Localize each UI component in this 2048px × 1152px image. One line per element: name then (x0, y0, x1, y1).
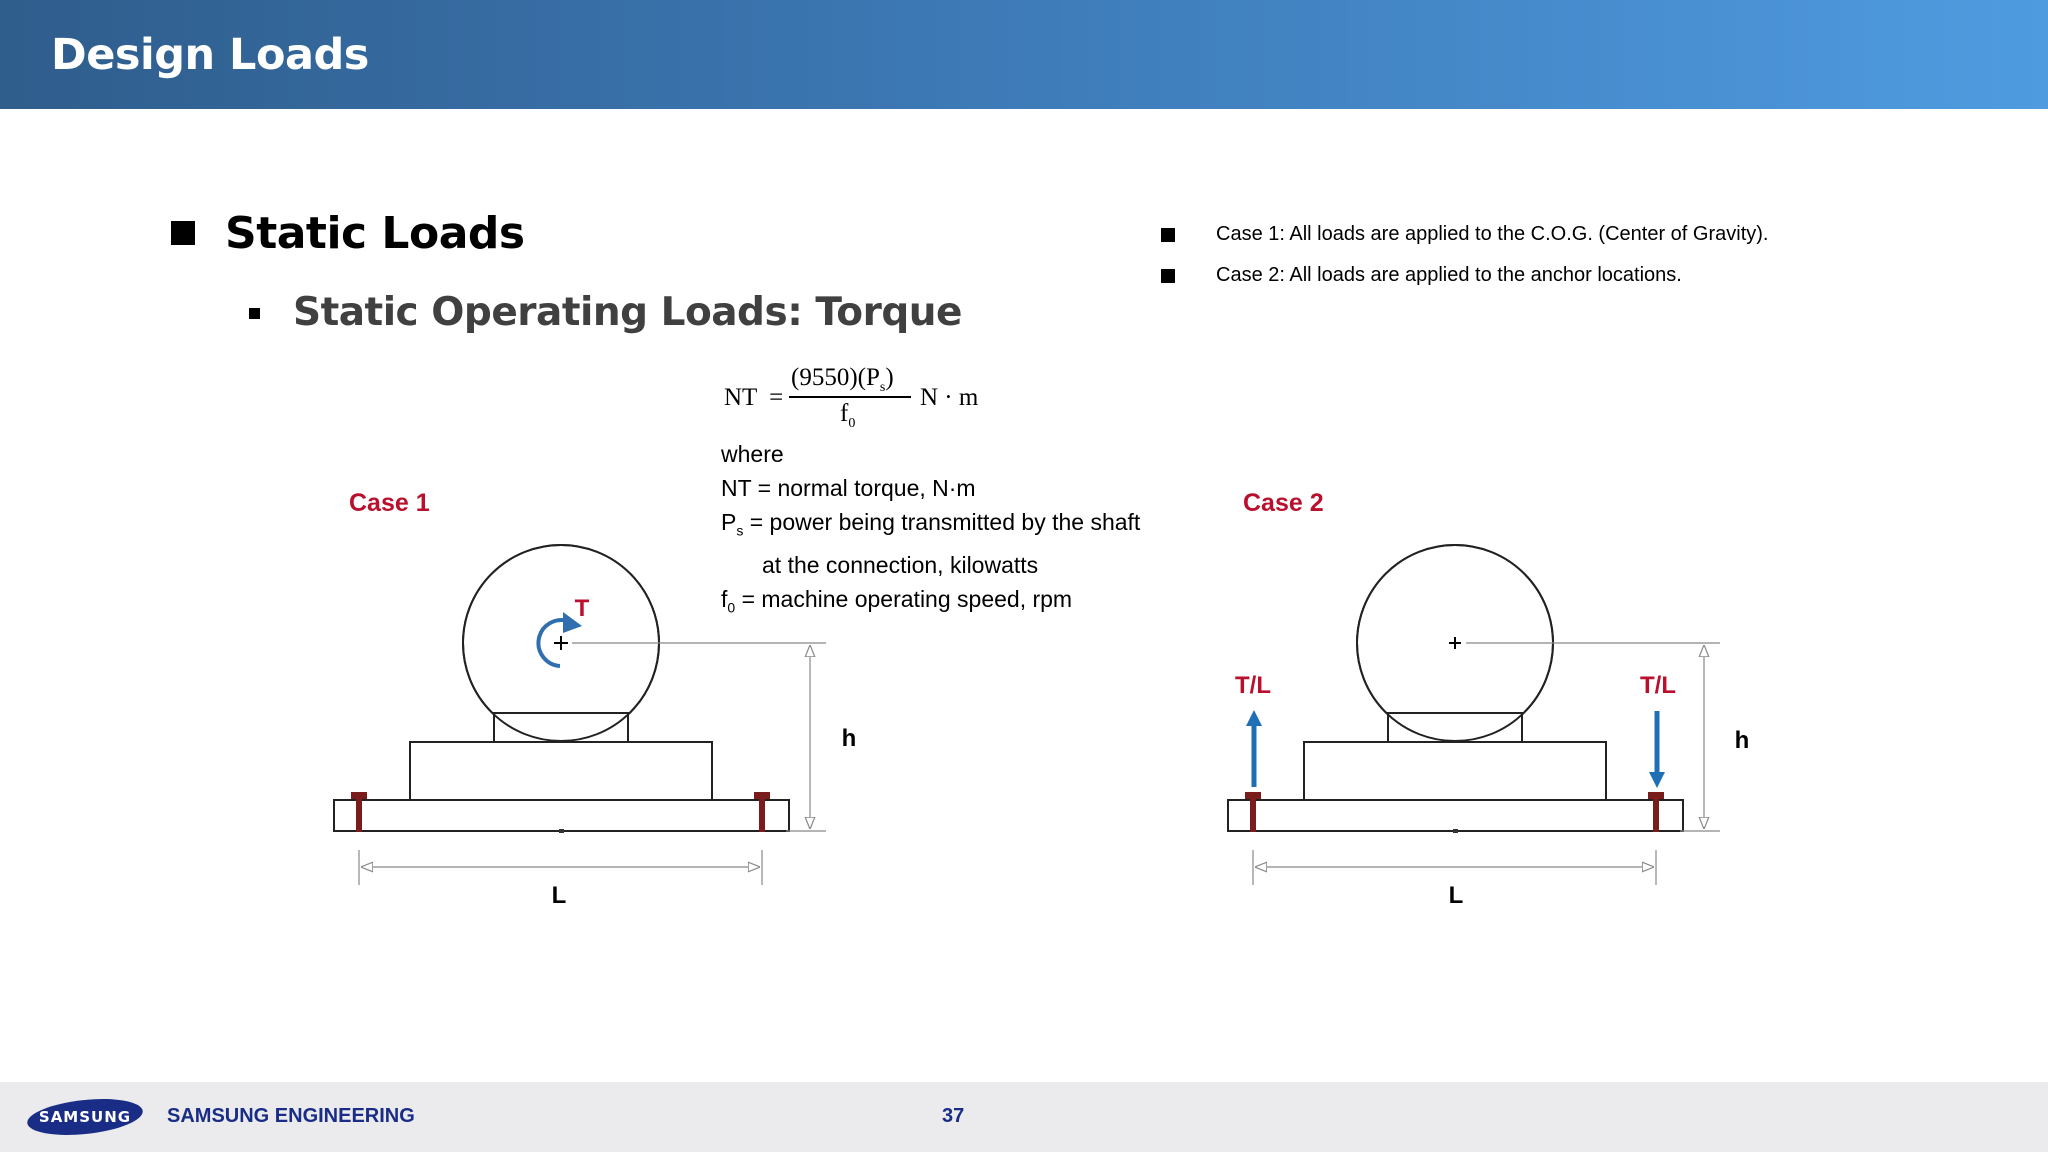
torque-label: T (574, 595, 590, 622)
where-label: where (721, 441, 784, 467)
base-plate (334, 800, 789, 831)
formula-denominator: $f_0$ (840, 400, 856, 431)
case-note: Case 2: All loads are applied to the anchor locations. (1216, 264, 1682, 286)
l-label: L (1448, 882, 1464, 909)
center-mark (559, 829, 564, 833)
base-plate (1228, 800, 1683, 831)
formula-lhs: NT (724, 384, 757, 411)
l-label: L (551, 882, 567, 909)
ps-definition: $P_s$ = power being transmitted by the shaft (721, 509, 1141, 539)
pedestal (410, 742, 712, 800)
section-heading: Static Loads (225, 208, 525, 259)
right-force-label: T/L (1640, 672, 1676, 699)
ps-definition-cont: at the connection, kilowatts (762, 551, 1039, 578)
subsection-heading: Static Operating Loads: Torque (293, 290, 962, 335)
page-number: 37 (942, 1105, 965, 1127)
formula-equals: = (769, 384, 784, 411)
case-note: Case 1: All loads are applied to the C.O.G. (Center of Gravity). (1216, 223, 1769, 245)
formula-numerator: $(9550)(P_s)$ (791, 364, 894, 395)
samsung-logo (26, 1099, 144, 1135)
f0-definition: $f_0$ = machine operating speed, rpm (721, 585, 1073, 616)
center-mark (1453, 829, 1458, 833)
formula-unit: N · m (920, 384, 979, 411)
h-label: h (841, 725, 857, 752)
left-force-label: T/L (1235, 672, 1271, 699)
company-name: SAMSUNG ENGINEERING (167, 1105, 415, 1127)
nt-definition: NT = normal torque, N·m (721, 475, 976, 501)
pedestal (1304, 742, 1606, 800)
page-title: Design Loads (51, 30, 369, 80)
case2-diagram (1228, 545, 1720, 885)
case2-label: Case 2 (1243, 489, 1324, 517)
case1-label: Case 1 (349, 489, 430, 517)
logo-text: SAMSUNG (38, 1108, 132, 1126)
h-label: h (1734, 727, 1750, 754)
